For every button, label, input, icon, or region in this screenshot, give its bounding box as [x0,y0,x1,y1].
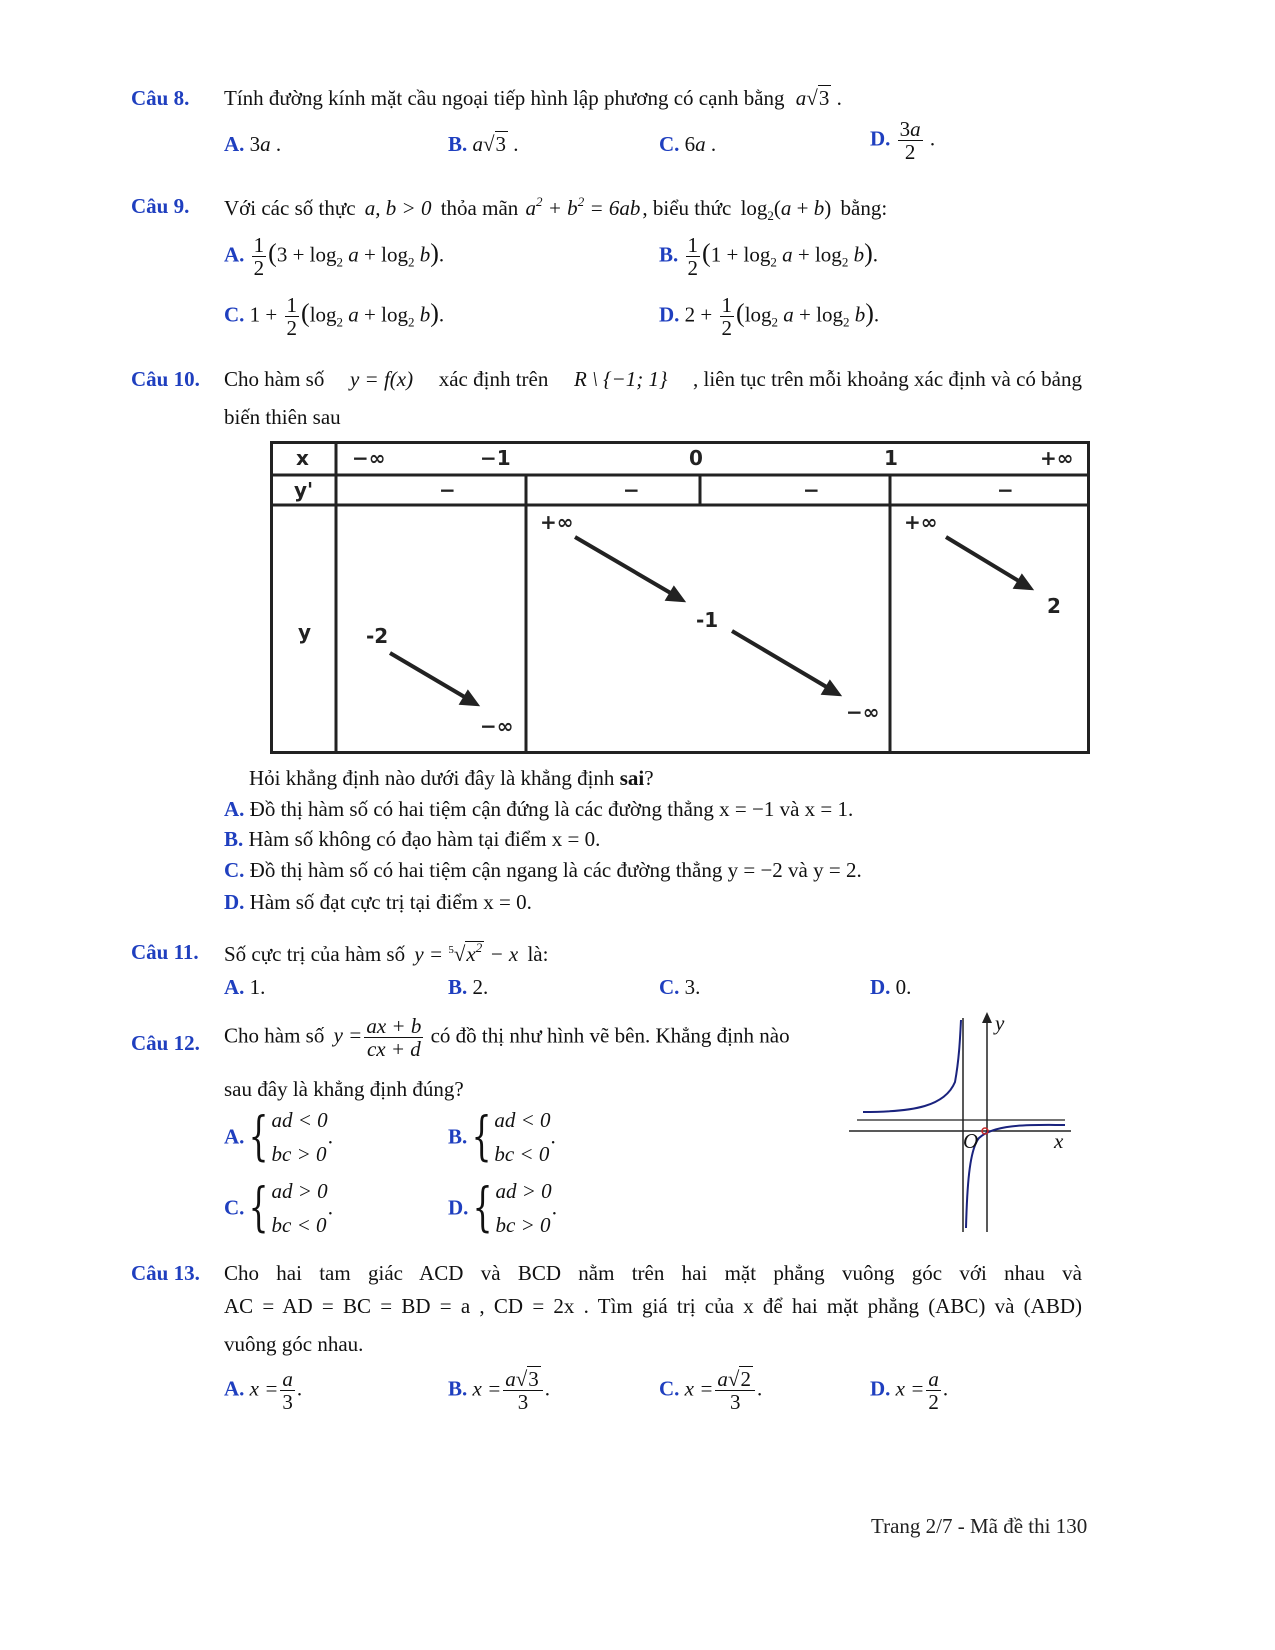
q10-option-a[interactable]: A. Đồ thị hàm số có hai tiệm cận đứng là các đường thẳng x = −1 và x = 1. [224,797,854,821]
brace-icon: { [249,1107,269,1167]
y-value: +∞ [904,510,938,534]
q9-option-a[interactable]: A. $\frac{1}{2}$ $(3 + \log_2 a + \log_2 b)$. [224,233,445,281]
y-value: −∞ [846,700,880,724]
graph-origin-label: O [963,1129,979,1153]
q8-stem-math: a√3 [795,86,830,110]
derivative-sign: − [439,478,456,502]
q11-option-b[interactable]: B. 2. [448,975,489,999]
q11-option-d[interactable]: D. 0. [870,975,912,999]
table-row-x-label: x [296,446,309,470]
q12-option-b[interactable]: B.{ ad < 0 bc < 0 . [448,1107,556,1167]
q11-stem: Số cực trị của hàm số $y = ^5√x^2 - x$ là: [224,940,549,966]
q11-label: Câu 11. [131,940,199,964]
q12-option-a[interactable]: A.{ ad < 0 bc > 0 . [224,1107,333,1167]
q9-eq: $a^2 + b^2 = 6ab$ [525,194,641,220]
q13-line3: vuông góc nhau. [224,1332,364,1356]
q12-graph [845,1010,1075,1235]
q10-question: Hỏi khẳng định nào dưới đây là khẳng định sai? [249,766,654,790]
q8-option-b-value: a√3 . [472,132,519,156]
x-value: −1 [480,446,511,470]
q13-option-b[interactable]: B. x = $\frac{a√3}{3}$ . [448,1367,551,1415]
q10-stem-line2: biến thiên sau [224,405,341,429]
derivative-sign: − [997,478,1014,502]
q12-option-d[interactable]: D.{ ad > 0 bc > 0 . [448,1178,557,1238]
q10-option-d[interactable]: D. Hàm số đạt cực trị tại điểm x = 0. [224,890,532,914]
q10-stem-line1: Cho hàm số y = f(x) xác định trên R \ {−1; 1} , liên tục trên mỗi khoảng xác định và có bảng [224,367,1082,391]
q8-text: Tính đường kính mặt cầu ngoại tiếp hình lập phương có cạnh bằng [224,86,785,110]
graph-y-label: y [995,1011,1005,1035]
q13-label: Câu 13. [131,1261,200,1285]
q8-option-b[interactable]: B. a√3 . [448,132,519,156]
q12-label: Câu 12. [131,1031,200,1055]
q13-option-d[interactable]: D. x = $\frac{a}{2}$ . [870,1367,949,1415]
q11-option-c[interactable]: C. 3. [659,975,701,999]
q10-label: Câu 10. [131,367,200,391]
q8-option-a-value: 3a . [249,132,282,156]
derivative-sign: − [623,478,640,502]
x-value: +∞ [1040,446,1074,470]
q8-label: Câu 8. [131,86,190,110]
y-value: −∞ [480,714,514,738]
derivative-sign: − [803,478,820,502]
brace-icon: { [473,1178,493,1238]
q8-stem: Tính đường kính mặt cầu ngoại tiếp hình lập phương có cạnh bằng a√3 . [224,86,842,110]
q8-option-c-value: 6a . [684,132,717,156]
graph-x-label: x [1054,1129,1064,1153]
x-value: 1 [884,446,898,470]
q8-option-d[interactable]: D. $\frac{3a}{2}$ . [870,117,936,165]
q10-option-b[interactable]: B. Hàm số không có đạo hàm tại điểm x = 0. [224,827,601,851]
q11-func: $y = ^5√x^2 - x$ [414,940,519,966]
q8-option-c[interactable]: C. 6a . [659,132,717,156]
q13-option-c[interactable]: C. x = $\frac{a√2}{3}$ . [659,1367,763,1415]
q12-option-c[interactable]: C.{ ad > 0 bc < 0 . [224,1178,333,1238]
y-value: -2 [366,624,389,648]
q8-option-a[interactable]: A. 3a . [224,132,282,156]
q9-option-c[interactable]: C. 1 + $\frac{1}{2}$ ($\log_2$ $a + \log_2 b$). [224,293,445,341]
brace-icon: { [471,1107,492,1167]
q9-stem: Với các số thực a, b > 0 thỏa mãn $a^2 + b^2 = 6ab$, biểu thức $\log_2(a + b)$ bằng: [224,194,888,223]
variation-table [270,441,1092,755]
q10-option-c[interactable]: C. Đồ thị hàm số có hai tiệm cận ngang là các đường thẳng y = −2 và y = 2. [224,858,862,882]
q9-option-d[interactable]: D. 2 + $\frac{1}{2}$ ($\log_2$ $a + \log_2 b$). [659,293,880,341]
q12-stem-line2: sau đây là khẳng định đúng? [224,1077,464,1101]
brace-icon: { [249,1178,269,1238]
q13-line2: AC = AD = BC = BD = a , CD = 2x . Tìm giá trị của x để hai mặt phẳng (ABC) và (ABD) [224,1294,1082,1318]
q12-func: y = $\frac{ax + b}{cx + d}$ [333,1014,422,1062]
x-value: −∞ [352,446,386,470]
q9-label: Câu 9. [131,194,190,218]
x-value: 0 [689,446,703,470]
q11-option-a[interactable]: A. 1. [224,975,266,999]
q9-option-b[interactable]: B. $\frac{1}{2}$ $(1 + \log_2 a + \log_2 b)$. [659,233,878,281]
table-row-yp-label: y' [294,478,314,502]
page-footer: Trang 2/7 - Mã đề thi 130 [871,1514,1088,1538]
q12-stem-line1: Cho hàm số y = $\frac{ax + b}{cx + d}$ có đồ thị như hình vẽ bên. Khẳng định nào [224,1014,790,1062]
q13-line1: Cho hai tam giác ACD và BCD nằm trên hai mặt phẳng vuông góc với nhau và [224,1261,1082,1285]
q8-option-d-value: $\frac{3a}{2}$ [899,117,921,165]
y-value: +∞ [540,510,574,534]
y-value: 2 [1047,594,1061,618]
table-row-y-label: y [298,620,312,644]
q13-option-a[interactable]: A. x = $\frac{a}{3}$ . [224,1367,303,1415]
q9-expr: $\log_2(a + b)$ [740,196,832,223]
y-value: -1 [696,608,719,632]
